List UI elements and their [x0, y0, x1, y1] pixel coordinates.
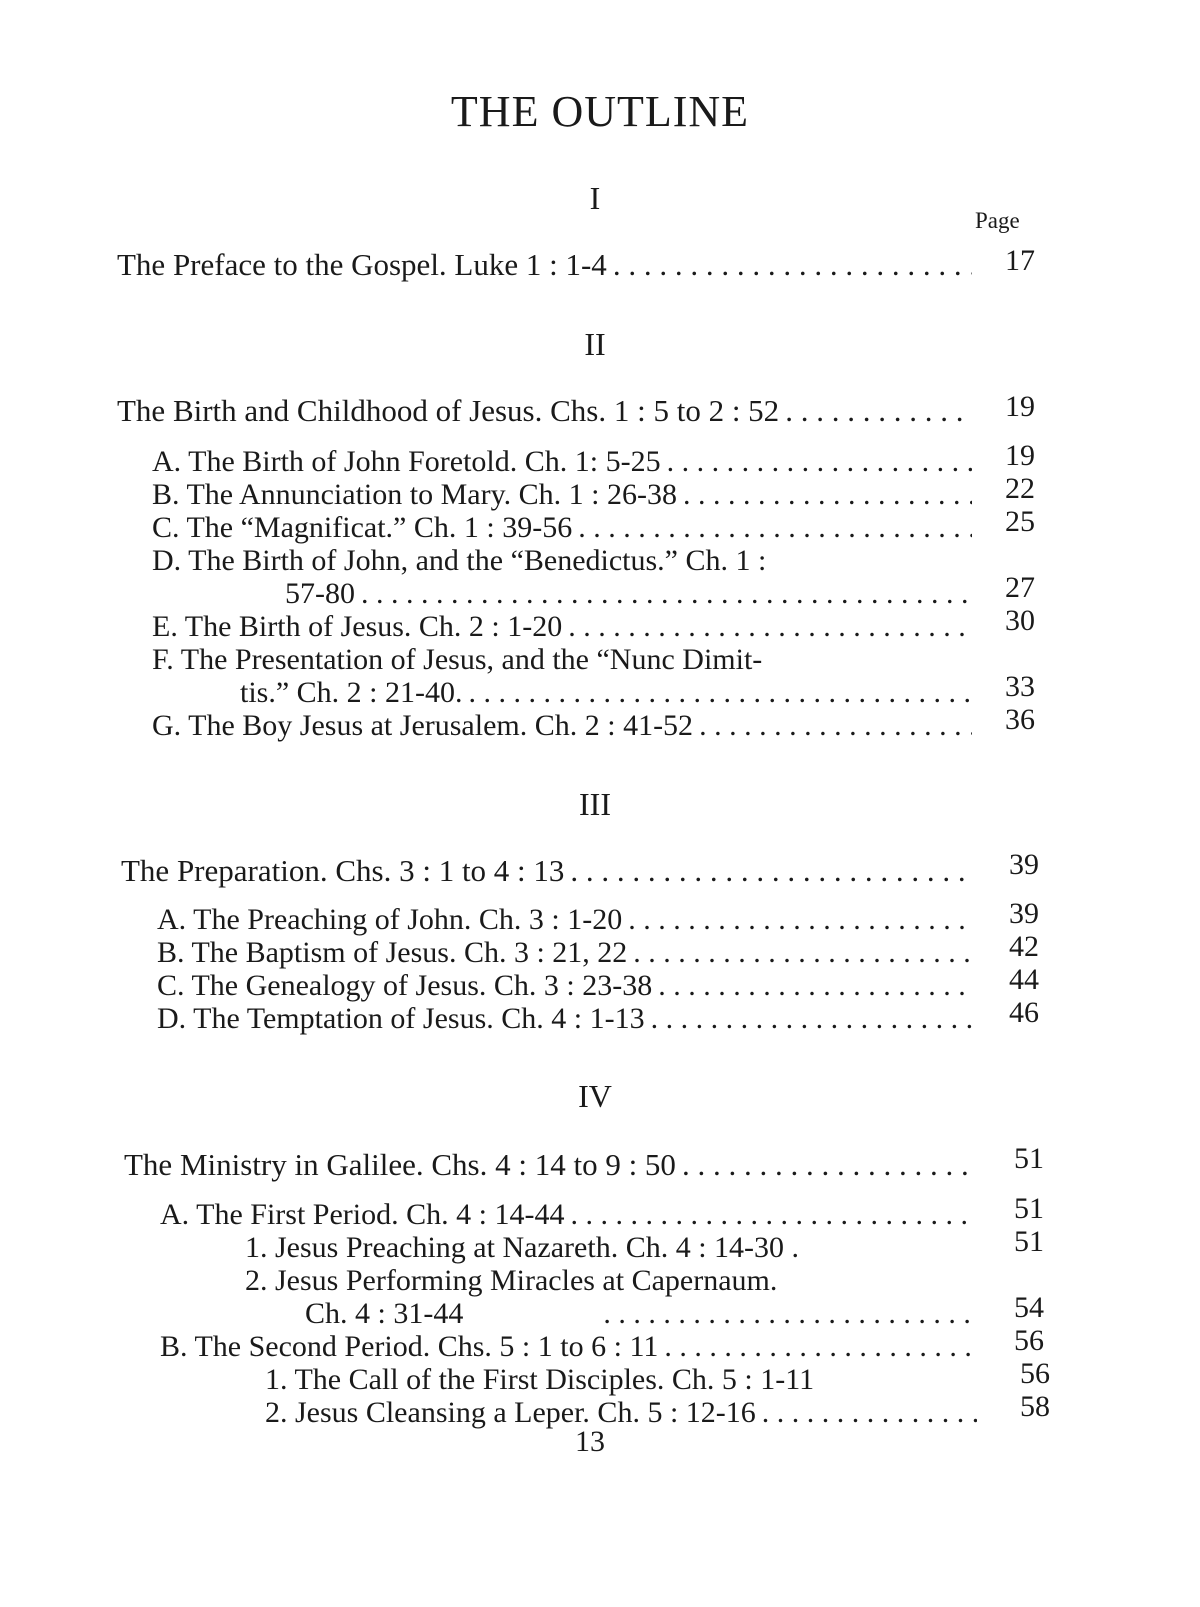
- outline-item: [152, 444, 972, 480]
- entry-text: E. The Birth of Jesus. Ch. 2 : 1-20: [152, 610, 563, 643]
- section-roman-numeral: I: [589, 180, 601, 216]
- entry-page-number: 58: [1020, 1390, 1050, 1423]
- entry-text: A. The First Period. Ch. 4 : 14-44: [160, 1198, 565, 1231]
- outline-item: [157, 935, 972, 971]
- entry-text: A. The Preaching of John. Ch. 3 : 1-20: [157, 903, 623, 936]
- entry-page-number: 51: [1014, 1142, 1044, 1175]
- entry-page-number: 56: [1014, 1324, 1044, 1357]
- section-roman-numeral: II: [584, 326, 606, 362]
- entry-text: C. The “Magnificat.” Ch. 1 : 39-56: [152, 511, 573, 544]
- entry-text: The Preface to the Gospel. Luke 1 : 1-4: [117, 247, 607, 282]
- entry-page-number: 51: [1014, 1192, 1044, 1225]
- entry-text: 1. Jesus Preaching at Nazareth. Ch. 4 : 14-30 .: [245, 1231, 800, 1264]
- section-roman-numeral: III: [579, 786, 611, 822]
- leader-dots: [779, 393, 972, 429]
- outline-item: [160, 1197, 972, 1233]
- entry-text: F. The Presentation of Jesus, and the “Nunc Dimit-: [152, 643, 763, 676]
- entry-page-number: 36: [1005, 703, 1035, 736]
- entry-text: A. The Birth of John Foretold. Ch. 1: 5-25: [152, 445, 661, 478]
- entry-page-number: 27: [1005, 571, 1035, 604]
- entry-page-number: 19: [1005, 390, 1035, 423]
- outline-subitem: [245, 1230, 980, 1266]
- outline-item: [152, 477, 972, 513]
- entry-text: B. The Second Period. Chs. 5 : 1 to 6 : 11: [160, 1330, 659, 1363]
- outline-main-entry: [117, 247, 972, 283]
- outline-item: [152, 708, 972, 744]
- section-roman-numeral: IV: [578, 1078, 612, 1114]
- entry-text: 1. The Call of the First Disciples. Ch. 5 : 1-11: [265, 1363, 815, 1396]
- entry-page-number: 44: [1009, 963, 1039, 996]
- outline-item: [152, 609, 972, 645]
- entry-page-number: 39: [1009, 848, 1039, 881]
- entry-text: tis.” Ch. 2 : 21-40.: [240, 676, 463, 709]
- entry-text: 2. Jesus Performing Miracles at Capernaum.: [245, 1264, 778, 1297]
- leader-dots: [627, 935, 972, 971]
- leader-dots: [355, 576, 972, 612]
- entry-page-number: 56: [1020, 1357, 1050, 1390]
- outline-subitem: [265, 1362, 990, 1398]
- leader-dots: [622, 902, 972, 938]
- entry-page-number: 51: [1014, 1225, 1044, 1258]
- outline-item: [152, 510, 972, 546]
- outline-item-continuation: [285, 576, 972, 612]
- outline-item: [152, 543, 1012, 579]
- leader-dots: [463, 675, 973, 711]
- leader-dots: [564, 1197, 972, 1233]
- outline-item-continuation: [240, 675, 972, 711]
- outline-subitem-continuation: [305, 1296, 972, 1332]
- entry-page-number: 22: [1005, 472, 1035, 505]
- leader-dots: [677, 477, 972, 513]
- page-title: THE OUTLINE: [450, 87, 750, 136]
- entry-page-number: 39: [1009, 897, 1039, 930]
- outline-subitem: [245, 1263, 980, 1299]
- leader-dots: [658, 1329, 972, 1365]
- entry-text: The Preparation. Chs. 3 : 1 to 4 : 13: [121, 853, 565, 888]
- leader-dots: [645, 1001, 972, 1037]
- outline-main-entry: [124, 1147, 972, 1183]
- entry-text: C. The Genealogy of Jesus. Ch. 3 : 23-38: [157, 969, 653, 1002]
- entry-page-number: 33: [1005, 670, 1035, 703]
- leader-dots: [572, 510, 972, 546]
- outline-main-entry: [121, 853, 972, 889]
- entry-text: Ch. 4 : 31-44: [305, 1297, 464, 1330]
- entry-text: B. The Baptism of Jesus. Ch. 3 : 21, 22: [157, 936, 628, 969]
- leader-dots: [564, 853, 972, 889]
- outline-main-entry: [117, 393, 972, 429]
- outline-item: [157, 968, 972, 1004]
- entry-page-number: 19: [1005, 439, 1035, 472]
- entry-text: D. The Temptation of Jesus. Ch. 4 : 1-13: [157, 1002, 645, 1035]
- leader-dots: [607, 247, 972, 283]
- entry-page-number: 42: [1009, 930, 1039, 963]
- leader-dots: [661, 444, 972, 480]
- outline-item: [152, 642, 982, 678]
- leader-dots: [676, 1147, 972, 1183]
- entry-page-number: 30: [1005, 604, 1035, 637]
- page-number: 13: [575, 1425, 605, 1458]
- entry-page-number: 54: [1014, 1291, 1044, 1324]
- entry-text: B. The Annunciation to Mary. Ch. 1 : 26-38: [152, 478, 677, 511]
- entry-text: The Ministry in Galilee. Chs. 4 : 14 to 9 : 50: [124, 1147, 676, 1182]
- leader-dots: [562, 609, 972, 645]
- outline-item: [157, 1001, 972, 1037]
- leader-dots: [693, 708, 972, 744]
- entry-text: The Birth and Childhood of Jesus. Chs. 1 : 5 to 2 : 52: [117, 393, 780, 428]
- page-column-header: Page: [975, 208, 1020, 233]
- entry-text: G. The Boy Jesus at Jerusalem. Ch. 2 : 41-52: [152, 709, 694, 742]
- entry-page-number: 17: [1005, 244, 1035, 277]
- outline-item: [160, 1329, 972, 1365]
- entry-page-number: 46: [1009, 996, 1039, 1029]
- entry-text: 57-80: [285, 577, 355, 610]
- entry-page-number: 25: [1005, 505, 1035, 538]
- outline-item: [157, 902, 972, 938]
- leader-dots: [652, 968, 972, 1004]
- entry-text: 2. Jesus Cleansing a Leper. Ch. 5 : 12-16: [265, 1396, 756, 1429]
- entry-text: D. The Birth of John, and the “Benedictus.” Ch. 1 :: [152, 544, 767, 577]
- leader-dots: [463, 1296, 972, 1332]
